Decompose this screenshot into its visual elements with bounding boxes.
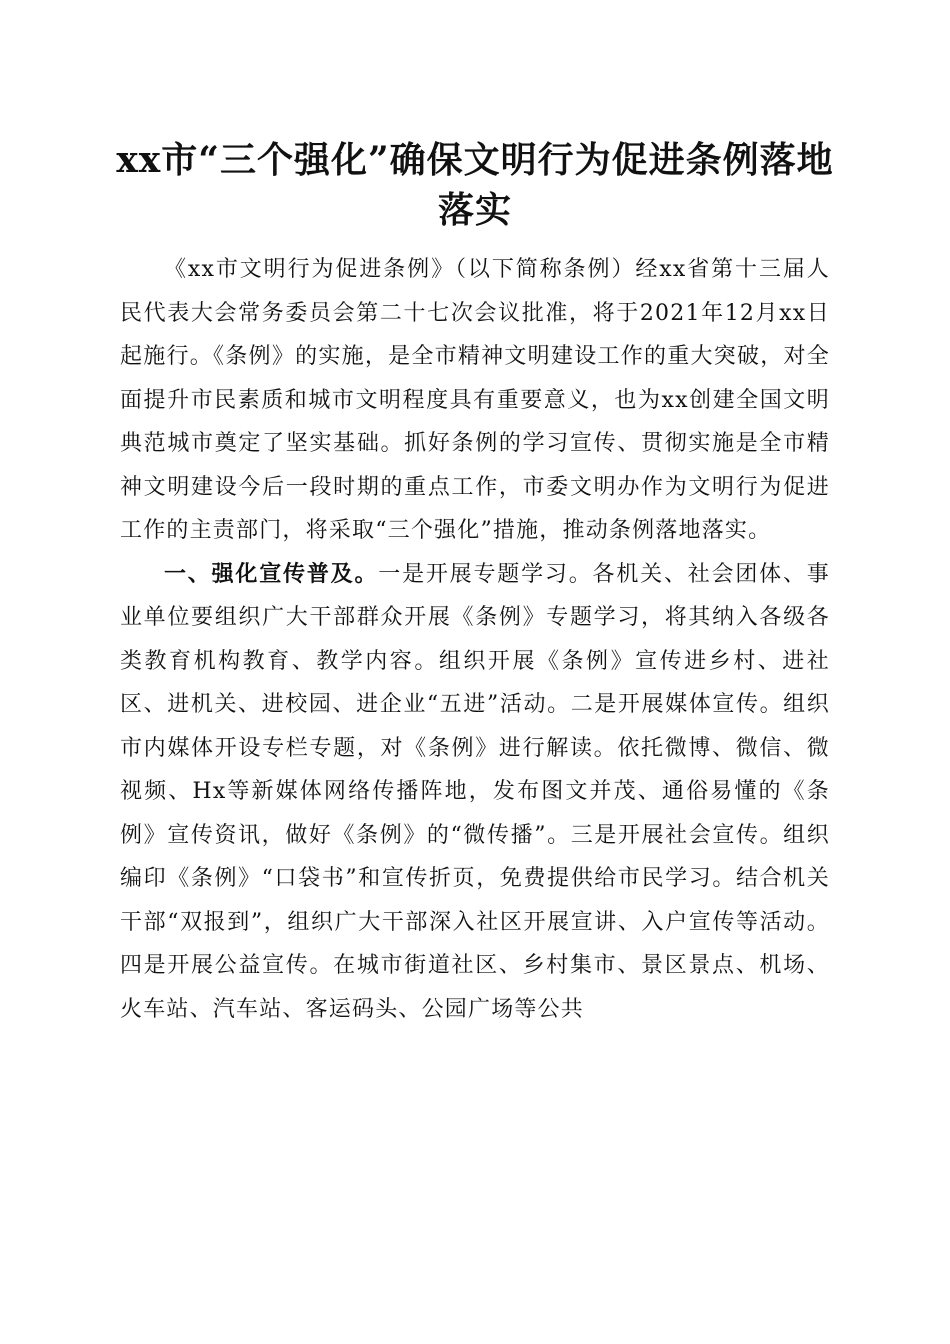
document-title: xx市“三个强化”确保文明行为促进条例落地落实 <box>116 139 834 231</box>
intro-paragraph <box>120 248 830 553</box>
section-one-text: 一是开展专题学习。各机关、社会团体、事业单位要组织广大干部群众开展《条例》专题学习，将其纳入各级各类教育机构教育、教学内容。组织开展《条例》宣传进乡村、进社区、进机关、进校园、进企业“五进”活动。二是开展媒体宣传。组织市内媒体开设专栏专题，对《条例》进行解读。依托微博、微信、微视频、Hx等新媒体网络传播阵地，发布图文并茂、通俗易懂的《条例》宣传资讯，做好《条例》的“微传播”。三是开展社会宣传。组织编印《条例》“口袋书”和宣传折页，免费提供给市民学习。结合机关干部“双报到”，组织广大干部深入社区开展宣讲、入户宣传等活动。四是开展公益宣传。在城市街道社区、乡村集市、景区景点、机场、火车站、汽车站、客运码头、公园广场等公共 <box>120 561 830 1022</box>
document-body <box>120 248 830 1031</box>
section-one-heading: 一、强化宣传普及。 <box>164 560 379 587</box>
section-one-paragraph <box>120 553 830 1032</box>
intro-paragraph-text: 《xx市文明行为促进条例》（以下简称条例）经xx省第十三届人民代表大会常务委员会第二十七次会议批准，将于2021年12月xx日起施行。《条例》的实施，是全市精神文明建设工作的重大突破，对全面提升市民素质和城市文明程度具有重要意义，也为xx创建全国文明典范城市奠定了坚实基础。抓好条例的学习宣传、贯彻实施是全市精神文明建设今后一段时期的重点工作，市委文明办作为文明行为促进工作的主责部门，将采取“三个强化”措施，推动条例落地落实。 <box>120 257 830 543</box>
